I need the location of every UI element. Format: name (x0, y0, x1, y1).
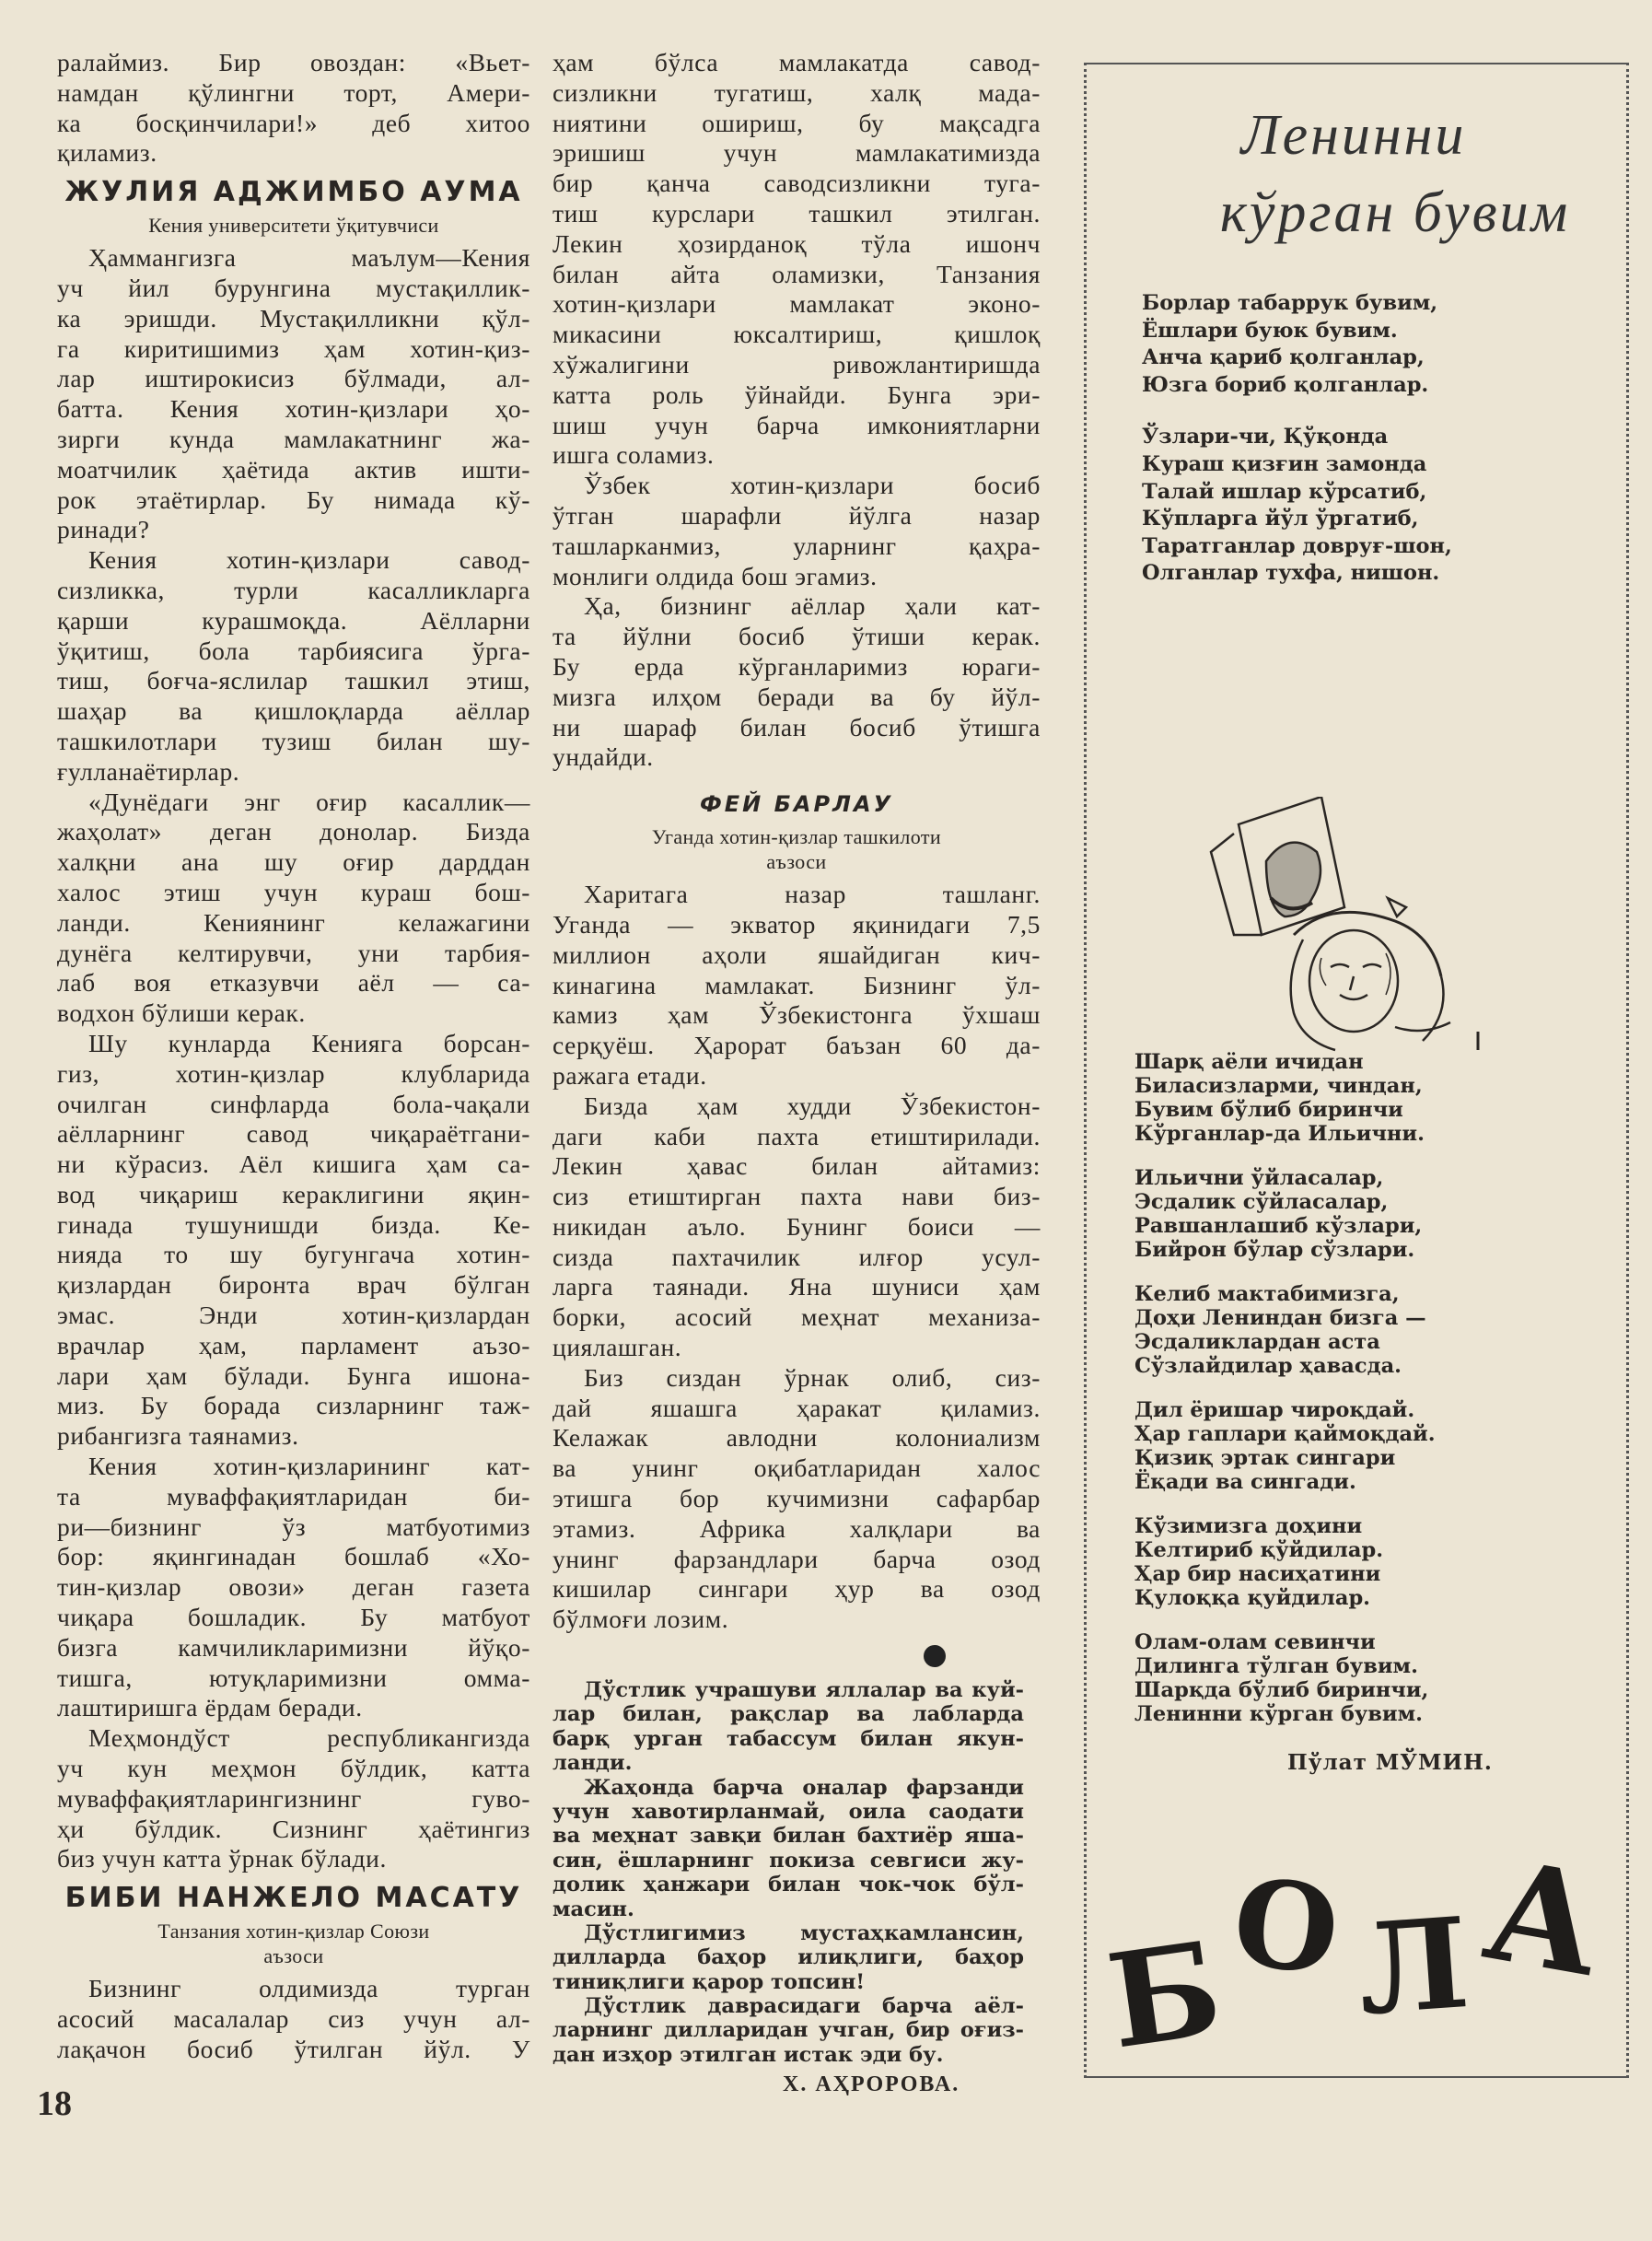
text-line: аёлларнинг савод чиқараётгани- (57, 1119, 530, 1149)
text-line: биз учун катта ўрнак бўлади. (57, 1844, 387, 1873)
text-line: даги каби пахта етиштирилади. (553, 1121, 1041, 1150)
poem-stanza (1134, 1514, 1436, 1610)
text-line: халқни ана шу оғир дарддан (57, 847, 530, 877)
text-line: Лекин ҳавас билан айтамиз: (553, 1151, 1041, 1181)
text-line: этамиз. Африка халқлари ва (553, 1513, 1041, 1543)
column-2 (553, 48, 1041, 1635)
poem-line: Олам-олам севинчи (1134, 1630, 1376, 1654)
poem-line: Юзга бориб қолганлар. (1142, 372, 1429, 397)
poem-line: Бувим бўлиб биринчи (1134, 1098, 1403, 1122)
section-heading: ФЕЙ БАРЛАУ (699, 791, 894, 818)
text-line: Ўзбек хотин-қизлари босиб (584, 471, 1041, 500)
poem-line: Дил ёришар чироқдай. (1134, 1398, 1415, 1422)
poem-line: Кўзимизга доҳини (1134, 1514, 1363, 1538)
deco-letter-4: А (1473, 1828, 1613, 2009)
text-line: Уганда — экватор яқинидаги 7,5 (553, 909, 1041, 939)
text-line: жаҳолат» деган донолар. Бизда (57, 817, 530, 846)
section-subtitle: аъзоси (766, 850, 827, 874)
text-line: рок этаётирлар. Бу нимада кў- (57, 484, 530, 514)
poem-line: Борлар табаррук бувим, (1142, 291, 1438, 315)
page-number: 18 (37, 2084, 72, 2123)
text-line: ҳи бўлдик. Сизнинг ҳаётингиз (57, 1814, 530, 1843)
poem-stanza (1134, 1166, 1436, 1262)
poem-stanzas-top (1142, 290, 1452, 613)
poem-stanza (1142, 290, 1452, 399)
text-line: борки, асосий меҳнат механиза- (553, 1302, 1041, 1332)
text-line: шиш учун барча имкониятларни (553, 410, 1041, 439)
text-line: сиз етиштирган пахта нави биз- (553, 1182, 1041, 1211)
text-line: врачлар ҳам, парламент аъзо- (57, 1330, 530, 1360)
section-subtitle: Уганда хотин-қизлар ташкилоти (651, 825, 942, 849)
closing-signature: Х. АҲРОРОВА. (783, 2072, 960, 2096)
section-bullet (924, 1645, 946, 1667)
closing-line: ларнинг дилларидан учган, бир оғиз- (553, 2018, 1024, 2043)
poem-line: Шарқ аёли ичидан (1134, 1050, 1364, 1074)
poem-line: Келтириб қўйдилар. (1134, 1538, 1384, 1562)
text-line: миллион аҳоли яшайдиган кич- (553, 940, 1041, 969)
closing-line: Жаҳонда барча оналар фарзанди (584, 1775, 1024, 1800)
poem-line: Ҳар бир насиҳатини (1134, 1562, 1381, 1586)
text-line: ражага етади. (553, 1060, 707, 1090)
closing-line: лар билан, рақслар ва лабларда (553, 1702, 1024, 1727)
closing-line: учун хавотирланмай, оила саодати (553, 1799, 1024, 1824)
text-line: микасини юксалтириш, қишлоқ (553, 320, 1041, 349)
poem-line: Эсдаликлардан аста (1134, 1330, 1380, 1354)
closing-line: масин. (553, 1897, 634, 1921)
text-line: очилган синфларда бола-чақали (57, 1089, 530, 1118)
poem-line: Анча қариб қолганлар, (1142, 345, 1425, 370)
text-line: ташларканмиз, уларнинг қаҳра- (553, 531, 1041, 560)
poem-line: Дилинга тўлган бувим. (1134, 1654, 1418, 1678)
poem-stanza (1134, 1282, 1436, 1378)
text-line: моатчилик ҳаётида актив ишти- (57, 454, 530, 484)
text-line: гинада тушунишди бизда. Ке- (57, 1209, 530, 1239)
poem-line: Талай ишлар кўрсатиб, (1142, 479, 1427, 504)
text-line: ташкилотлари тузиш билан шу- (57, 726, 530, 755)
poem-line: Таратганлар довруғ-шон, (1142, 533, 1452, 558)
section-heading: ЖУЛИЯ АДЖИМБО АУМА (64, 176, 523, 209)
poem-title-line-1: Ленинни (1240, 104, 1467, 167)
text-line: мизга илҳом беради ва бу йўл- (553, 682, 1041, 711)
text-line: Келажак авлодни колониализм (553, 1423, 1041, 1453)
text-line: дай яшашга ҳаракат қиламиз. (553, 1393, 1041, 1422)
text-line: нияда то шу бугунгача хотин- (57, 1240, 530, 1269)
text-line: бир қанча саводсизликни туга- (553, 169, 1041, 198)
text-line: монлиги олдида бош эгамиз. (553, 561, 878, 590)
closing-line: ланди. (553, 1751, 633, 1776)
text-line: эмас. Энди хотин-қизлардан (57, 1301, 530, 1330)
text-line: «Дунёдаги энг оғир касаллик— (88, 787, 530, 816)
text-line: Бизнинг олдимизда турган (88, 1974, 530, 2003)
text-line: асосий масалалар сиз учун ал- (57, 2004, 530, 2034)
text-line: Ҳа, бизнинг аёллар ҳали кат- (584, 591, 1041, 621)
text-line: лаштиришга ёрдам беради. (57, 1693, 363, 1722)
text-line: хотин-қизлари мамлакат эконо- (553, 289, 1041, 319)
text-line: қиламиз. (57, 138, 157, 168)
poem-author: Пўлат МЎМИН. (1287, 1750, 1493, 1775)
text-line: ўқитиш, бола тарбиясига ўрга- (57, 636, 530, 665)
text-line: ишга соламиз. (553, 440, 715, 470)
text-line: билан айта оламизки, Танзания (553, 259, 1041, 288)
text-line: хўжалигини ривожлантиришда (553, 349, 1041, 379)
text-line: бор: яқингинадан бошлаб «Хо- (57, 1542, 530, 1571)
text-line: сизда пахтачилик илғор усул- (553, 1242, 1041, 1271)
text-line: ғулланаётирлар. (57, 756, 240, 786)
text-line: ҳам бўлса мамлакатда савод- (553, 48, 1041, 76)
text-line: Ҳаммангизга маълум—Кения (88, 243, 530, 273)
text-line: та муваффақиятларидан би- (57, 1481, 530, 1511)
poem-line: Қулоққа қуйдилар. (1134, 1586, 1371, 1610)
text-line: уч кун меҳмон бўлдик, катта (57, 1754, 530, 1783)
poem-stanza (1134, 1398, 1436, 1494)
text-line: чиқара бошладик. Бу матбуот (57, 1603, 530, 1632)
poem-line: Ленинни кўрган бувим. (1134, 1702, 1423, 1726)
closing-line: долик ҳанжари билан чок-чок бўл- (553, 1873, 1024, 1897)
text-line: водхон бўлиши керак. (57, 998, 306, 1028)
text-line: кишилар сингари ҳур ва озод (553, 1574, 1041, 1604)
closing-line: син, ёшларнинг покиза севгиси жу- (553, 1848, 1024, 1873)
text-line: Кения хотин-қизлари савод- (88, 545, 530, 575)
text-line: уч йил бурунгина мустақиллик- (57, 273, 530, 302)
closing-note (553, 1678, 1024, 2067)
poem-line: Равшанлашиб кўзлари, (1134, 1214, 1423, 1238)
section-heading: БИБИ НАНЖЕЛО МАСАТУ (64, 1882, 523, 1915)
text-line: ни кўрасиз. Аёл кишига ҳам са- (57, 1150, 530, 1179)
text-line: кинагина мамлакат. Бизнинг ўл- (553, 970, 1041, 999)
text-line: катта роль ўйнайди. Бунга эри- (553, 379, 1041, 409)
decorative-heading-bola (1099, 1828, 1625, 2079)
poem-line: Кураш қизғин замонда (1142, 451, 1427, 476)
text-line: ларга таянади. Яна шуниси ҳам (553, 1272, 1041, 1301)
closing-line: тиниқлиги қарор топсин! (553, 1969, 866, 1994)
deco-letter-3: Л (1353, 1889, 1473, 2043)
text-line: Меҳмондўст республикангизда (88, 1723, 530, 1753)
poem-line: Ёқади ва сингади. (1134, 1470, 1356, 1494)
poem-line: Ўзлари-чи, Қўқонда (1142, 425, 1389, 449)
text-line: бўлмоғи лозим. (553, 1605, 729, 1634)
text-line: тиш курслари ташкил этилган. (553, 198, 1041, 228)
text-line: Кения хотин-қизларининг кат- (88, 1452, 530, 1481)
closing-line: барқ урган табассум билан якун- (553, 1726, 1024, 1751)
text-line: намдан қўлингни торт, Амери- (57, 77, 530, 107)
text-line: қизлардан биронта врач бўлган (57, 1270, 530, 1300)
poem-stanza (1142, 424, 1452, 588)
text-line: тиш, боғча-яслилар ташкил этиш, (57, 666, 530, 695)
deco-letter-1: Б (1099, 1913, 1230, 2079)
text-line: ка эришди. Мустақилликни қўл- (57, 303, 530, 333)
text-line: камиз ҳам Ўзбекистонга ўхшаш (553, 1000, 1041, 1030)
poem-line: Доҳи Лениндан бизга — (1134, 1306, 1426, 1330)
text-line: эришиш учун мамлакатимизда (553, 138, 1041, 168)
text-line: тин-қизлар овози» деган газета (57, 1572, 530, 1602)
section-subtitle: Танзания хотин-қизлар Союзи (157, 1920, 430, 1943)
text-line: муваффақиятларингизнинг гуво- (57, 1783, 530, 1813)
text-line: ниятини ошириш, бу мақсадга (553, 108, 1041, 137)
text-line: ўтган шарафли йўлга назар (553, 500, 1041, 530)
text-line: дунёга келтирувчи, уни тарбия- (57, 938, 530, 967)
text-line: бизга камчиликларимизни йўқо- (57, 1632, 530, 1662)
text-line: лари ҳам бўлади. Бунга ишона- (57, 1360, 530, 1390)
text-line: шаҳар ва қишлоқларда аёллар (57, 696, 530, 726)
text-line: Шу кунларда Кенияга борсан- (88, 1028, 530, 1057)
closing-line: Дўстлик учрашуви яллалар ва куй- (584, 1678, 1024, 1702)
text-line: миз. Бу борада сизларнинг таж- (57, 1391, 530, 1420)
text-line: ри—бизнинг ўз матбуотимиз (57, 1512, 530, 1541)
poem-stanza (1134, 1630, 1436, 1726)
poem-line: Олганлар тухфа, нишон. (1142, 561, 1440, 586)
text-line: сизликка, турли касалликларга (57, 575, 530, 604)
closing-line: дан изҳор этилган истак эди бу. (553, 2042, 944, 2067)
text-line: ланди. Кениянинг келажагини (57, 907, 530, 937)
text-line: ка босқинчилари!» деб хитоо (57, 108, 530, 137)
text-line: циялашган. (553, 1333, 682, 1362)
text-line: Харитага назар ташланг. (584, 880, 1041, 909)
poem-line: Келиб мактабимизга, (1134, 1282, 1400, 1306)
closing-line: Дўстлик даврасидаги барча аёл- (584, 1994, 1024, 2019)
closing-line: дилларда баҳор илиқлиги, баҳор (553, 1945, 1024, 1970)
text-line: унинг фарзандлари барча озод (553, 1544, 1041, 1573)
text-line: лақачон босиб ўтилган йўл. У (57, 2034, 530, 2063)
poem-line: Сўзлайдилар ҳавасда. (1134, 1354, 1402, 1378)
text-line: га киритишимиз ҳам хотин-қиз- (57, 333, 530, 363)
illustration-lenin-and-grandmother (1183, 797, 1496, 1059)
text-line: Бу ерда кўрганларимиз юраги- (553, 651, 1041, 681)
text-line: рибангизга таянамиз. (57, 1421, 299, 1451)
text-line: серқуёш. Ҳарорат баъзан 60 да- (553, 1031, 1041, 1060)
poem-line: Бийрон бўлар сўзлари. (1134, 1238, 1415, 1262)
text-line: лар иштирокисиз бўлмади, ал- (57, 364, 530, 393)
poem-stanzas-bottom (1134, 1050, 1436, 1746)
poem-line: Кўпларга йўл ўргатиб, (1142, 507, 1419, 531)
closing-line: ва меҳнат завқи билан бахтиёр яша- (553, 1824, 1024, 1849)
text-line: ундайди. (553, 742, 654, 772)
text-line: зирги кунда мамлакатнинг жа- (57, 424, 530, 453)
poem-line: Эсдалик сўйласалар, (1134, 1190, 1389, 1214)
text-line: қарши курашмоқда. Аёлларни (57, 605, 530, 635)
deco-letter-2: О (1227, 1850, 1345, 2002)
text-line: лаб воя етказувчи аёл — са- (57, 968, 530, 998)
text-line: никидан аъло. Бунинг боиси — (553, 1211, 1041, 1241)
text-line: та йўлни босиб ўтиши керак. (553, 622, 1041, 651)
text-line: Биз сиздан ўрнак олиб, сиз- (584, 1362, 1041, 1392)
section-subtitle: Кения университети ўқитувчиси (148, 214, 439, 238)
text-line: сизликни тугатиш, халқ мада- (553, 77, 1041, 107)
text-line: Лекин ҳозирданоқ тўла ишонч (553, 228, 1041, 258)
text-line: гиз, хотин-қизлар клубларида (57, 1058, 530, 1088)
text-line: Бизда ҳам худди Ўзбекистон- (584, 1091, 1041, 1120)
poem-line: Ильични ўйласалар, (1134, 1166, 1384, 1190)
poem-line: Ҳар гаплари қаймоқдай. (1134, 1422, 1436, 1446)
text-line: ни шараф билан босиб ўтишга (553, 712, 1041, 741)
poem-line: Кўрганлар-да Ильични. (1134, 1122, 1425, 1146)
closing-line: Дўстлигимиз мустаҳкамлансин, (584, 1920, 1024, 1945)
poem-line: Шарқда бўлиб биринчи, (1134, 1678, 1429, 1702)
poem-title-line-2: кўрган бувим (1219, 181, 1571, 244)
text-line: ринади? (57, 515, 150, 544)
text-line: этишга бор кучимизни сафарбар (553, 1484, 1041, 1513)
poem-line: Биласизларми, чиндан, (1134, 1074, 1423, 1098)
text-line: ралаймиз. Бир овоздан: «Вьет- (57, 48, 530, 76)
section-subtitle: аъзоси (263, 1944, 324, 1968)
text-line: тишга, ютуқларимизни омма- (57, 1663, 530, 1692)
text-line: халос этиш учун кураш бош- (57, 877, 530, 906)
text-line: ва унинг оқибатларидан халос (553, 1453, 1041, 1483)
poem-line: Қизиқ эртак сингари (1134, 1446, 1396, 1470)
poem-stanza (1134, 1050, 1436, 1146)
text-line: батта. Кения хотин-қизлари ҳо- (57, 394, 530, 424)
column-1 (57, 48, 530, 2065)
poem-line: Ёшлари буюк бувим. (1142, 318, 1398, 343)
text-line: вод чиқариш кераклигини яқин- (57, 1179, 530, 1208)
